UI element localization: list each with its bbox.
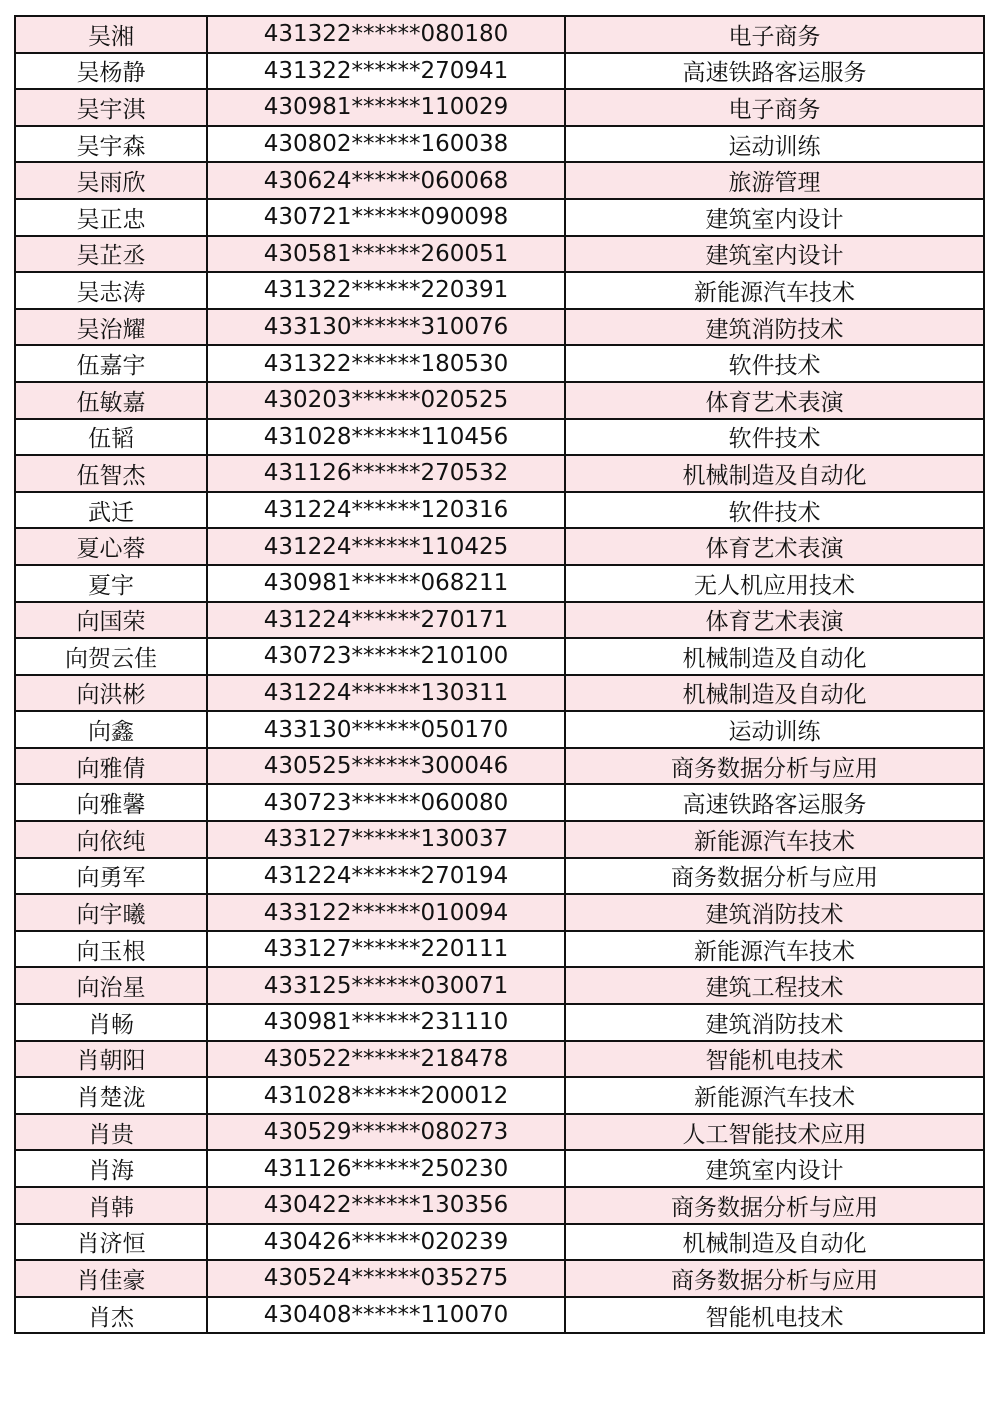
id-number-cell: 430624******060068 — [207, 162, 565, 199]
id-number-cell: 431322******270941 — [207, 53, 565, 90]
name-cell: 肖海 — [15, 1150, 207, 1187]
id-number-cell: 433127******220111 — [207, 931, 565, 968]
major-cell: 旅游管理 — [565, 162, 984, 199]
table-row — [15, 126, 984, 163]
id-number-cell: 431224******270194 — [207, 858, 565, 895]
name-cell: 向雅倩 — [15, 748, 207, 785]
name-cell: 向鑫 — [15, 711, 207, 748]
table-row — [15, 711, 984, 748]
name-cell: 向治星 — [15, 967, 207, 1004]
major-cell: 智能机电技术 — [565, 1041, 984, 1078]
id-number-cell: 430426******020239 — [207, 1224, 565, 1261]
major-cell: 软件技术 — [565, 419, 984, 456]
table-row — [15, 1004, 984, 1041]
table-row — [15, 1150, 984, 1187]
table-row — [15, 236, 984, 273]
id-number-cell: 433130******310076 — [207, 309, 565, 346]
major-cell: 商务数据分析与应用 — [565, 748, 984, 785]
table-row — [15, 858, 984, 895]
major-cell: 机械制造及自动化 — [565, 1224, 984, 1261]
id-number-cell: 431126******270532 — [207, 455, 565, 492]
major-cell: 智能机电技术 — [565, 1297, 984, 1334]
id-number-cell: 430981******231110 — [207, 1004, 565, 1041]
major-cell: 商务数据分析与应用 — [565, 1260, 984, 1297]
major-cell: 运动训练 — [565, 126, 984, 163]
table-row — [15, 931, 984, 968]
major-cell: 新能源汽车技术 — [565, 931, 984, 968]
major-cell: 运动训练 — [565, 711, 984, 748]
id-number-cell: 430723******060080 — [207, 784, 565, 821]
name-cell: 向玉根 — [15, 931, 207, 968]
major-cell: 机械制造及自动化 — [565, 675, 984, 712]
id-number-cell: 430723******210100 — [207, 638, 565, 675]
table-row — [15, 455, 984, 492]
id-number-cell: 430802******160038 — [207, 126, 565, 163]
major-cell: 体育艺术表演 — [565, 602, 984, 639]
table-row — [15, 528, 984, 565]
name-cell: 肖贵 — [15, 1114, 207, 1151]
table-row — [15, 1187, 984, 1224]
id-number-cell: 430529******080273 — [207, 1114, 565, 1151]
major-cell: 无人机应用技术 — [565, 565, 984, 602]
id-number-cell: 433127******130037 — [207, 821, 565, 858]
name-cell: 吴杨静 — [15, 53, 207, 90]
table-row — [15, 199, 984, 236]
id-number-cell: 431126******250230 — [207, 1150, 565, 1187]
name-cell: 向贺云佳 — [15, 638, 207, 675]
major-cell: 体育艺术表演 — [565, 528, 984, 565]
name-cell: 肖济恒 — [15, 1224, 207, 1261]
table-row — [15, 1260, 984, 1297]
table-row — [15, 602, 984, 639]
id-number-cell: 430408******110070 — [207, 1297, 565, 1334]
table-row — [15, 675, 984, 712]
id-number-cell: 430721******090098 — [207, 199, 565, 236]
roster-table — [14, 15, 985, 1334]
table-row — [15, 492, 984, 529]
id-number-cell: 431322******180530 — [207, 345, 565, 382]
name-cell: 吴志涛 — [15, 272, 207, 309]
name-cell: 武迁 — [15, 492, 207, 529]
id-number-cell: 430981******110029 — [207, 89, 565, 126]
name-cell: 吴芷丞 — [15, 236, 207, 273]
table-row — [15, 272, 984, 309]
table-row — [15, 16, 984, 53]
name-cell: 肖韩 — [15, 1187, 207, 1224]
major-cell: 建筑室内设计 — [565, 199, 984, 236]
id-number-cell: 431322******080180 — [207, 16, 565, 53]
major-cell: 商务数据分析与应用 — [565, 858, 984, 895]
id-number-cell: 431224******270171 — [207, 602, 565, 639]
major-cell: 建筑室内设计 — [565, 1150, 984, 1187]
id-number-cell: 433130******050170 — [207, 711, 565, 748]
table-row — [15, 565, 984, 602]
name-cell: 向宇曦 — [15, 894, 207, 931]
name-cell: 吴宇森 — [15, 126, 207, 163]
id-number-cell: 430525******300046 — [207, 748, 565, 785]
major-cell: 人工智能技术应用 — [565, 1114, 984, 1151]
name-cell: 伍韬 — [15, 419, 207, 456]
major-cell: 电子商务 — [565, 16, 984, 53]
table-row — [15, 784, 984, 821]
name-cell: 吴雨欣 — [15, 162, 207, 199]
major-cell: 建筑消防技术 — [565, 309, 984, 346]
roster-sheet — [14, 15, 983, 1334]
table-row — [15, 382, 984, 419]
id-number-cell: 431224******110425 — [207, 528, 565, 565]
id-number-cell: 430524******035275 — [207, 1260, 565, 1297]
id-number-cell: 430581******260051 — [207, 236, 565, 273]
table-row — [15, 821, 984, 858]
table-row — [15, 967, 984, 1004]
id-number-cell: 431028******200012 — [207, 1077, 565, 1114]
id-number-cell: 430203******020525 — [207, 382, 565, 419]
name-cell: 吴湘 — [15, 16, 207, 53]
major-cell: 体育艺术表演 — [565, 382, 984, 419]
name-cell: 向洪彬 — [15, 675, 207, 712]
id-number-cell: 431224******120316 — [207, 492, 565, 529]
table-row — [15, 1224, 984, 1261]
name-cell: 向勇军 — [15, 858, 207, 895]
name-cell: 夏宇 — [15, 565, 207, 602]
name-cell: 肖杰 — [15, 1297, 207, 1334]
name-cell: 夏心蓉 — [15, 528, 207, 565]
table-row — [15, 89, 984, 126]
id-number-cell: 431322******220391 — [207, 272, 565, 309]
table-row — [15, 162, 984, 199]
table-row — [15, 419, 984, 456]
major-cell: 建筑室内设计 — [565, 236, 984, 273]
id-number-cell: 431224******130311 — [207, 675, 565, 712]
major-cell: 新能源汽车技术 — [565, 272, 984, 309]
major-cell: 软件技术 — [565, 492, 984, 529]
name-cell: 伍智杰 — [15, 455, 207, 492]
name-cell: 向依纯 — [15, 821, 207, 858]
id-number-cell: 433122******010094 — [207, 894, 565, 931]
major-cell: 建筑工程技术 — [565, 967, 984, 1004]
table-row — [15, 748, 984, 785]
name-cell: 肖佳豪 — [15, 1260, 207, 1297]
table-row — [15, 53, 984, 90]
table-row — [15, 638, 984, 675]
name-cell: 吴治耀 — [15, 309, 207, 346]
major-cell: 建筑消防技术 — [565, 1004, 984, 1041]
table-row — [15, 894, 984, 931]
name-cell: 肖朝阳 — [15, 1041, 207, 1078]
major-cell: 商务数据分析与应用 — [565, 1187, 984, 1224]
major-cell: 建筑消防技术 — [565, 894, 984, 931]
name-cell: 肖畅 — [15, 1004, 207, 1041]
major-cell: 机械制造及自动化 — [565, 455, 984, 492]
name-cell: 肖楚泷 — [15, 1077, 207, 1114]
name-cell: 伍嘉宇 — [15, 345, 207, 382]
name-cell: 向雅馨 — [15, 784, 207, 821]
major-cell: 软件技术 — [565, 345, 984, 382]
name-cell: 伍敏嘉 — [15, 382, 207, 419]
name-cell: 吴正忠 — [15, 199, 207, 236]
name-cell: 向国荣 — [15, 602, 207, 639]
major-cell: 机械制造及自动化 — [565, 638, 984, 675]
table-row — [15, 1077, 984, 1114]
roster-table-body — [15, 16, 984, 1333]
id-number-cell: 430981******068211 — [207, 565, 565, 602]
table-row — [15, 1041, 984, 1078]
table-row — [15, 1297, 984, 1334]
id-number-cell: 430522******218478 — [207, 1041, 565, 1078]
major-cell: 电子商务 — [565, 89, 984, 126]
major-cell: 新能源汽车技术 — [565, 1077, 984, 1114]
major-cell: 高速铁路客运服务 — [565, 784, 984, 821]
name-cell: 吴宇淇 — [15, 89, 207, 126]
id-number-cell: 431028******110456 — [207, 419, 565, 456]
id-number-cell: 430422******130356 — [207, 1187, 565, 1224]
id-number-cell: 433125******030071 — [207, 967, 565, 1004]
table-row — [15, 345, 984, 382]
major-cell: 新能源汽车技术 — [565, 821, 984, 858]
major-cell: 高速铁路客运服务 — [565, 53, 984, 90]
table-row — [15, 1114, 984, 1151]
table-row — [15, 309, 984, 346]
